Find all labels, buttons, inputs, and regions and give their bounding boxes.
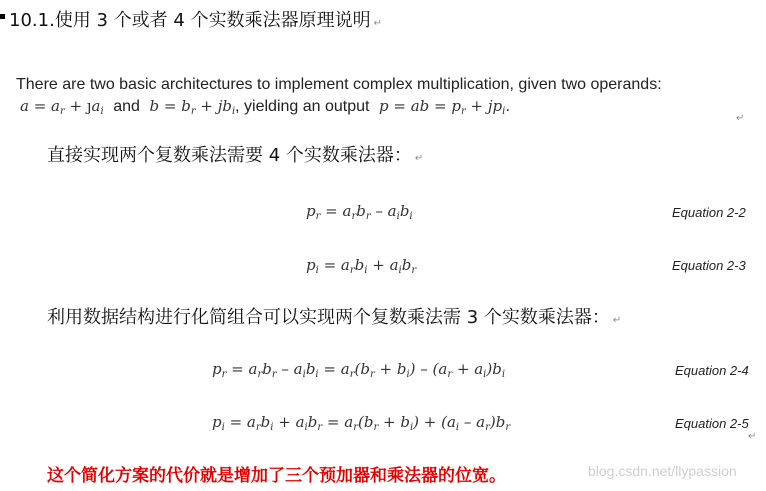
three-multiplier-text	[47, 303, 621, 329]
equation-2-4-formula: $p_r = a_rb_r - a_ib_i = a_r(b_r + b_i) - (a_r + a_i)b_i$	[212, 360, 506, 380]
equation-2-2-label: Equation 2-2	[672, 205, 746, 220]
and-word: and	[113, 98, 140, 115]
three-multiplier-label: 利用数据结构进行化简组合可以实现两个复数乘法需 3 个实数乘法器：	[47, 307, 610, 328]
section-heading	[9, 6, 382, 32]
four-multiplier-text	[47, 141, 423, 167]
section-title: 使用 3 个或者 4 个实数乘法器原理说明	[54, 10, 371, 31]
watermark: blog.csdn.net/llypassion	[588, 463, 737, 479]
equation-2-3-formula: $p_i = a_rb_i + a_ib_r$	[306, 256, 417, 276]
paragraph-mark-icon: ↵	[736, 113, 745, 124]
intro-line-2: $a = a_r$ + $ȷa_i$ and $b = b_r + jb_i$, yielding an output p = ab = $p_r + jp_i$.	[20, 97, 511, 117]
intro-line-1: There are two basic architectures to implement complex multiplication, given two operands:	[16, 76, 662, 93]
paragraph-mark-icon: ↵	[748, 431, 757, 442]
heading-bullet	[0, 14, 5, 19]
section-number: 10.1.	[9, 10, 55, 31]
cost-note: 这个简化方案的代价就是增加了三个预加器和乘法器的位宽。	[47, 466, 506, 486]
paragraph-mark-icon: ↵	[612, 315, 622, 326]
equation-2-5-formula: $p_i = a_rb_i + a_ib_r = a_r(b_r + b_i) + (a_i - a_r)b_r$	[212, 413, 511, 433]
equation-2-4-label: Equation 2-4	[675, 363, 749, 378]
equation-2-5-label: Equation 2-5	[675, 416, 749, 431]
equation-2-3-label: Equation 2-3	[672, 258, 746, 273]
equation-2-2-formula: $p_r = a_rb_r - a_ib_i$	[306, 202, 413, 222]
yield-text: , yielding an output	[235, 98, 370, 115]
paragraph-mark-icon: ↵	[414, 153, 424, 164]
paragraph-mark-icon: ↵	[373, 18, 382, 29]
four-multiplier-label: 直接实现两个复数乘法需要 4 个实数乘法器：	[47, 145, 412, 166]
